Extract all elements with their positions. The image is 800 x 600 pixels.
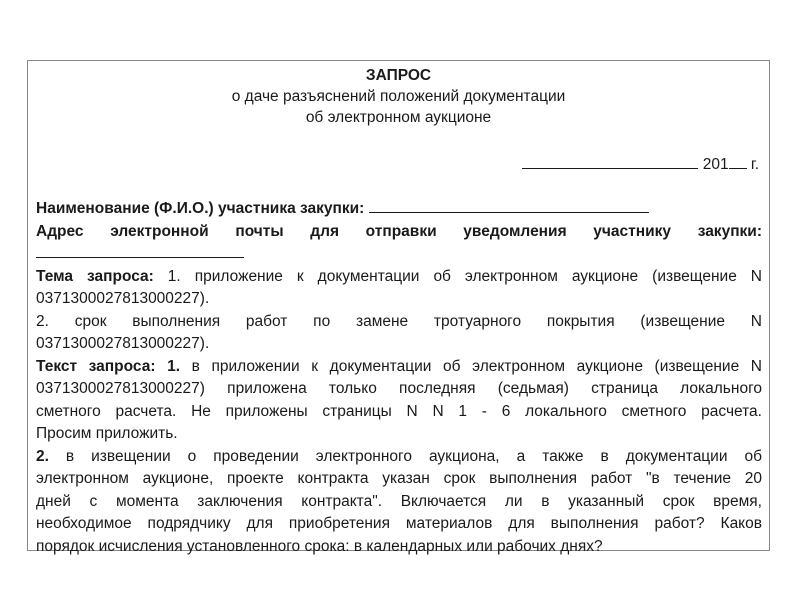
topic-line-3 (36, 311, 762, 334)
request-item-2-number: 2. (36, 447, 49, 465)
request-text-line-8 (36, 513, 762, 536)
topic-line-4 (36, 333, 762, 356)
topic-item-1: 1. приложение к документации об электронном аукционе (извещение N (153, 267, 763, 285)
request-item-1-line-1: в приложении к документации об электронном аукционе (извещение N (180, 357, 762, 375)
topic-label: Тема запроса: (36, 267, 154, 285)
document-header (28, 65, 769, 128)
request-text-line-1 (36, 356, 762, 379)
email-blank-line (36, 243, 762, 266)
year-blank (729, 154, 747, 169)
request-text-line-5 (36, 446, 762, 469)
request-item-2-line-2: электронном аукционе, проекте контракта указан срок выполнения работ "в течение 20 (36, 470, 762, 487)
date-blank (522, 154, 698, 169)
date-line (522, 154, 759, 175)
request-item-2-line-5: порядок исчисления установленного срока: в календарных или рабочих днях? (36, 537, 603, 555)
topic-line-2 (36, 288, 762, 311)
date-year-suffix: г. (746, 156, 759, 173)
request-item-1-line-2: 0371300027813000227) приложена только последняя (седьмая) страница локального (36, 380, 762, 397)
participant-name-label: Наименование (Ф.И.О.) участника закупки: (36, 200, 365, 217)
request-text-line-3 (36, 401, 762, 424)
email-field (36, 221, 762, 244)
request-item-2-line-1: в извещении о проведении электронного аукциона, а также в документации об (48, 447, 762, 465)
request-text-line-6 (36, 468, 762, 491)
topic-item-1-notice-number: 0371300027813000227). (36, 290, 210, 307)
request-item-1-line-3: сметного расчета. Не приложены страницы N N 1 - 6 локального сметного расчета. (36, 402, 762, 420)
request-text-line-9 (36, 536, 762, 559)
email-blank (36, 243, 244, 258)
request-document (27, 60, 770, 555)
request-text-label: Текст запроса: (36, 357, 156, 375)
request-text-line-7 (36, 491, 762, 514)
topic-item-2-notice-number: 0371300027813000227). (36, 335, 210, 352)
request-text-line-2 (36, 378, 762, 401)
request-text-line-4 (36, 423, 762, 446)
request-item-1-line-4: Просим приложить. (36, 425, 178, 442)
date-year-prefix: 201 (702, 156, 729, 173)
participant-name-blank (369, 198, 649, 213)
email-label: Адрес электронной почты для отправки уведомления участнику закупки: (36, 222, 762, 240)
participant-name-field (36, 198, 762, 221)
document-title: ЗАПРОС (365, 67, 432, 84)
document-subtitle-line-1: о даче разъяснений положений документации (231, 88, 566, 105)
document-body (36, 198, 762, 558)
document-subtitle-line-2: об электронном аукционе (305, 109, 492, 126)
topic-item-2: 2. срок выполнения работ по замене тротуарного покрытия (извещение N (36, 312, 762, 330)
topic-line-1 (36, 266, 762, 289)
request-item-2-line-4: необходимое подрядчику для приобретения материалов для выполнения работ? Каков (36, 515, 762, 532)
request-item-2-line-3: дней с момента заключения контракта". Включается ли в указанный срок время, (36, 492, 762, 510)
request-item-1-number: 1. (155, 357, 181, 375)
